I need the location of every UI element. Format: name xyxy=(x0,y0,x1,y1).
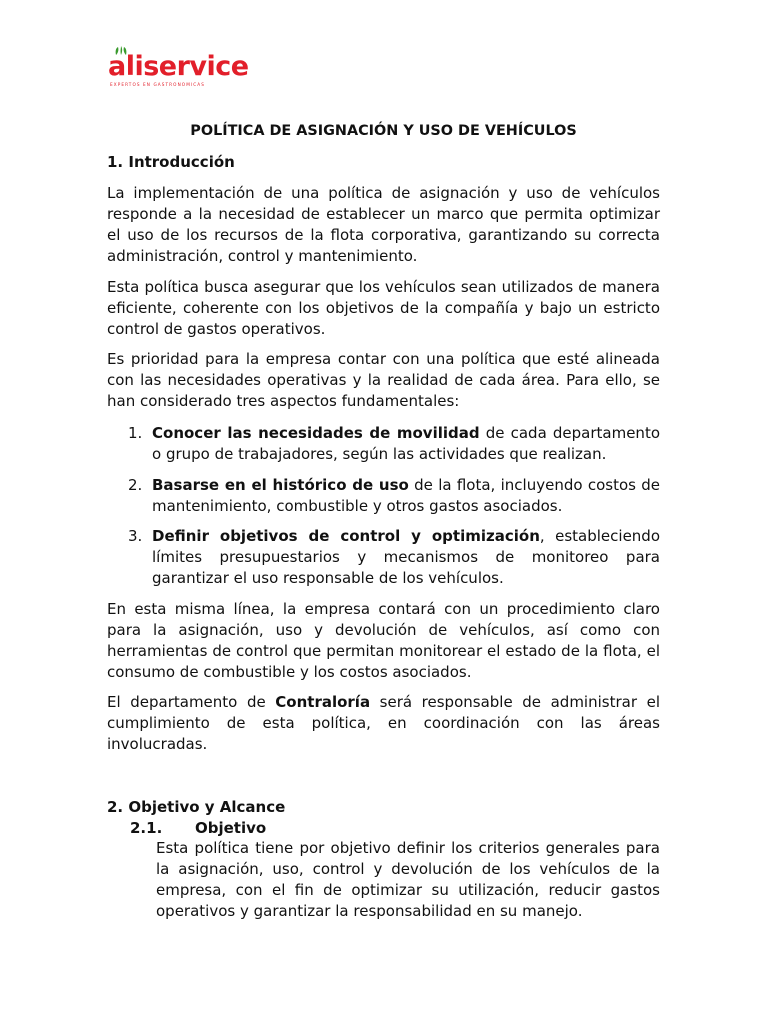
logo-wordmark: aliservice xyxy=(108,51,249,82)
subsection-number: 2.1. xyxy=(130,819,163,837)
list-number: 1. xyxy=(128,424,143,442)
list-item-text: de la flota, incluyendo costos de mantenimiento, combustible y otros gastos asociados. xyxy=(152,476,660,515)
list-item xyxy=(128,526,661,589)
paragraph: Esta política busca asegurar que los vehículos sean utilizados de manera eficiente, coherente con los objetivos de la compañía y bajo un estricto control de gastos operativos. xyxy=(107,278,660,338)
paragraph-bold: Contraloría xyxy=(275,693,371,711)
company-logo xyxy=(108,46,253,90)
list-item-text: de cada departamento o grupo de trabajadores, según las actividades que realizan. xyxy=(152,424,660,463)
document-title: POLÍTICA DE ASIGNACIÓN Y USO DE VEHÍCULOS xyxy=(190,123,577,139)
list-item-bold: Definir objetivos de control y optimización xyxy=(152,527,540,545)
list-item-text: , estableciendo límites presupuestarios y mecanismos de monitoreo para garantizar el uso responsable de los vehículos. xyxy=(152,527,661,587)
paragraph: En esta misma línea, la empresa contará con un procedimiento claro para la asignación, uso y devolución de vehículos, así como con herramientas de control que permitan monitorear el estado de la flota, el consumo de combustible y los costos asociados. xyxy=(107,600,660,681)
list-number: 2. xyxy=(128,476,143,494)
subsection-title: Objetivo xyxy=(195,819,267,837)
list-item xyxy=(128,423,660,465)
subsection-heading-objetivo xyxy=(130,818,266,838)
list-number: 3. xyxy=(128,527,143,545)
paragraph-text: será responsable de administrar el cumplimiento de esta política, en coordinación con las áreas involucradas. xyxy=(107,693,660,753)
logo-tagline: EXPERTOS EN GASTRONOMICAS xyxy=(110,82,205,87)
paragraph: Es prioridad para la empresa contar con una política que esté alineada con las necesidades operativas y la realidad de cada área. Para ello, se han considerado tres aspectos fundamentales: xyxy=(107,350,660,410)
paragraph: La implementación de una política de asignación y uso de vehículos responde a la necesidad de establecer un marco que permita optimizar el uso de los recursos de la flota corporativa, garantizando su correcta administración, control y mantenimiento. xyxy=(107,184,660,265)
list-item-bold: Conocer las necesidades de movilidad xyxy=(152,424,480,442)
paragraph xyxy=(107,692,660,755)
list-item-bold: Basarse en el histórico de uso xyxy=(152,476,409,494)
section-heading-introduccion: 1. Introducción xyxy=(107,153,235,171)
list-item xyxy=(128,475,660,517)
paragraph-text: El departamento de xyxy=(107,693,276,711)
paragraph: Esta política tiene por objetivo definir los criterios generales para la asignación, uso, control y devolución de los vehículos de la empresa, con el fin de optimizar su utilización, reducir gastos operativos y garantizar la responsabilidad en su manejo. xyxy=(156,839,660,920)
section-heading-objetivo-alcance: 2. Objetivo y Alcance xyxy=(107,798,286,816)
